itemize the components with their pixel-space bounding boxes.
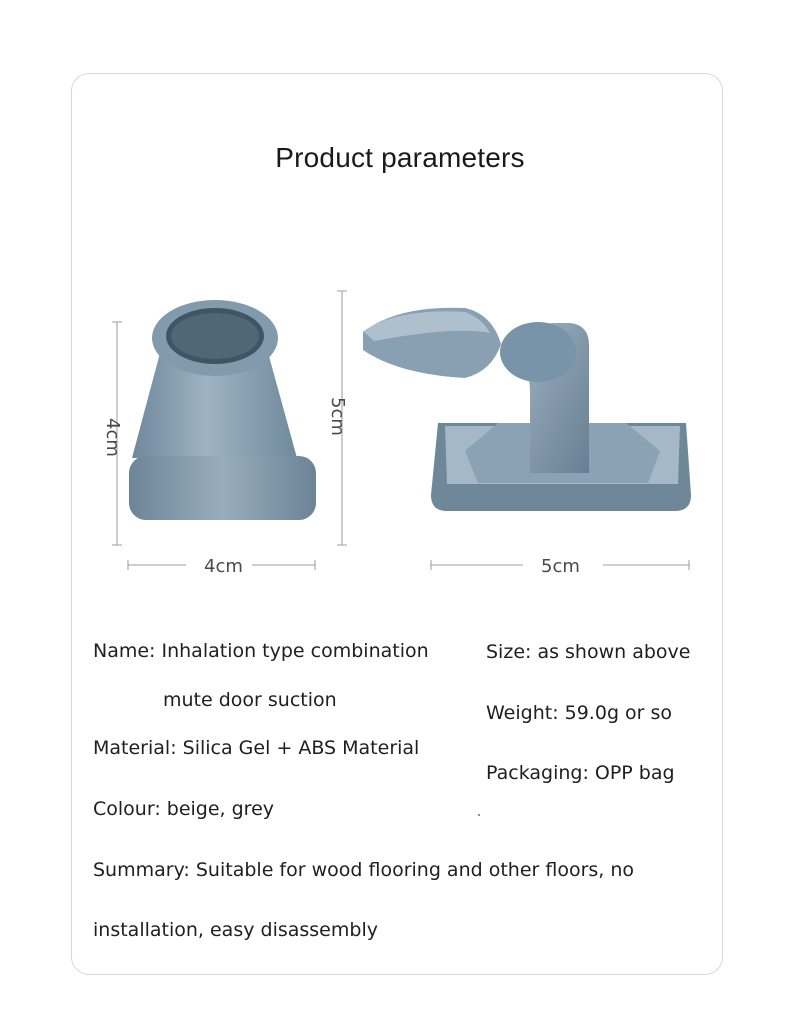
page-title: Product parameters — [275, 142, 525, 173]
cone-stopper-image — [129, 300, 316, 520]
spec-colour: Colour: beige, grey — [93, 798, 275, 820]
stopper-width-label: 4cm — [204, 556, 243, 577]
spec-packaging: Packaging: OPP bag — [486, 762, 675, 784]
spec-name-line1: Name: Inhalation type combination — [93, 640, 429, 662]
spec-weight: Weight: 59.0g or so — [486, 702, 673, 724]
spec-material: Material: Silica Gel + ABS Material — [93, 737, 420, 759]
spec-summary-line1: Summary: Suitable for wood flooring and other floors, no — [93, 859, 635, 881]
stopper-width-dimension — [128, 552, 315, 577]
spec-summary-line2: installation, easy disassembly — [93, 919, 378, 941]
spec-size: Size: as shown above — [486, 641, 691, 663]
hook-stopper-image — [363, 308, 691, 511]
hook-height-dimension — [327, 291, 348, 545]
hook-height-label: 5cm — [327, 397, 348, 436]
product-dimension-figure — [100, 280, 720, 590]
hook-width-dimension — [431, 552, 689, 577]
spec-name-line2: mute door suction — [163, 689, 337, 711]
hook-width-label: 5cm — [541, 556, 580, 577]
stopper-height-label: 4cm — [102, 418, 123, 457]
decorative-dot — [478, 814, 480, 816]
stopper-height-dimension — [102, 322, 123, 545]
